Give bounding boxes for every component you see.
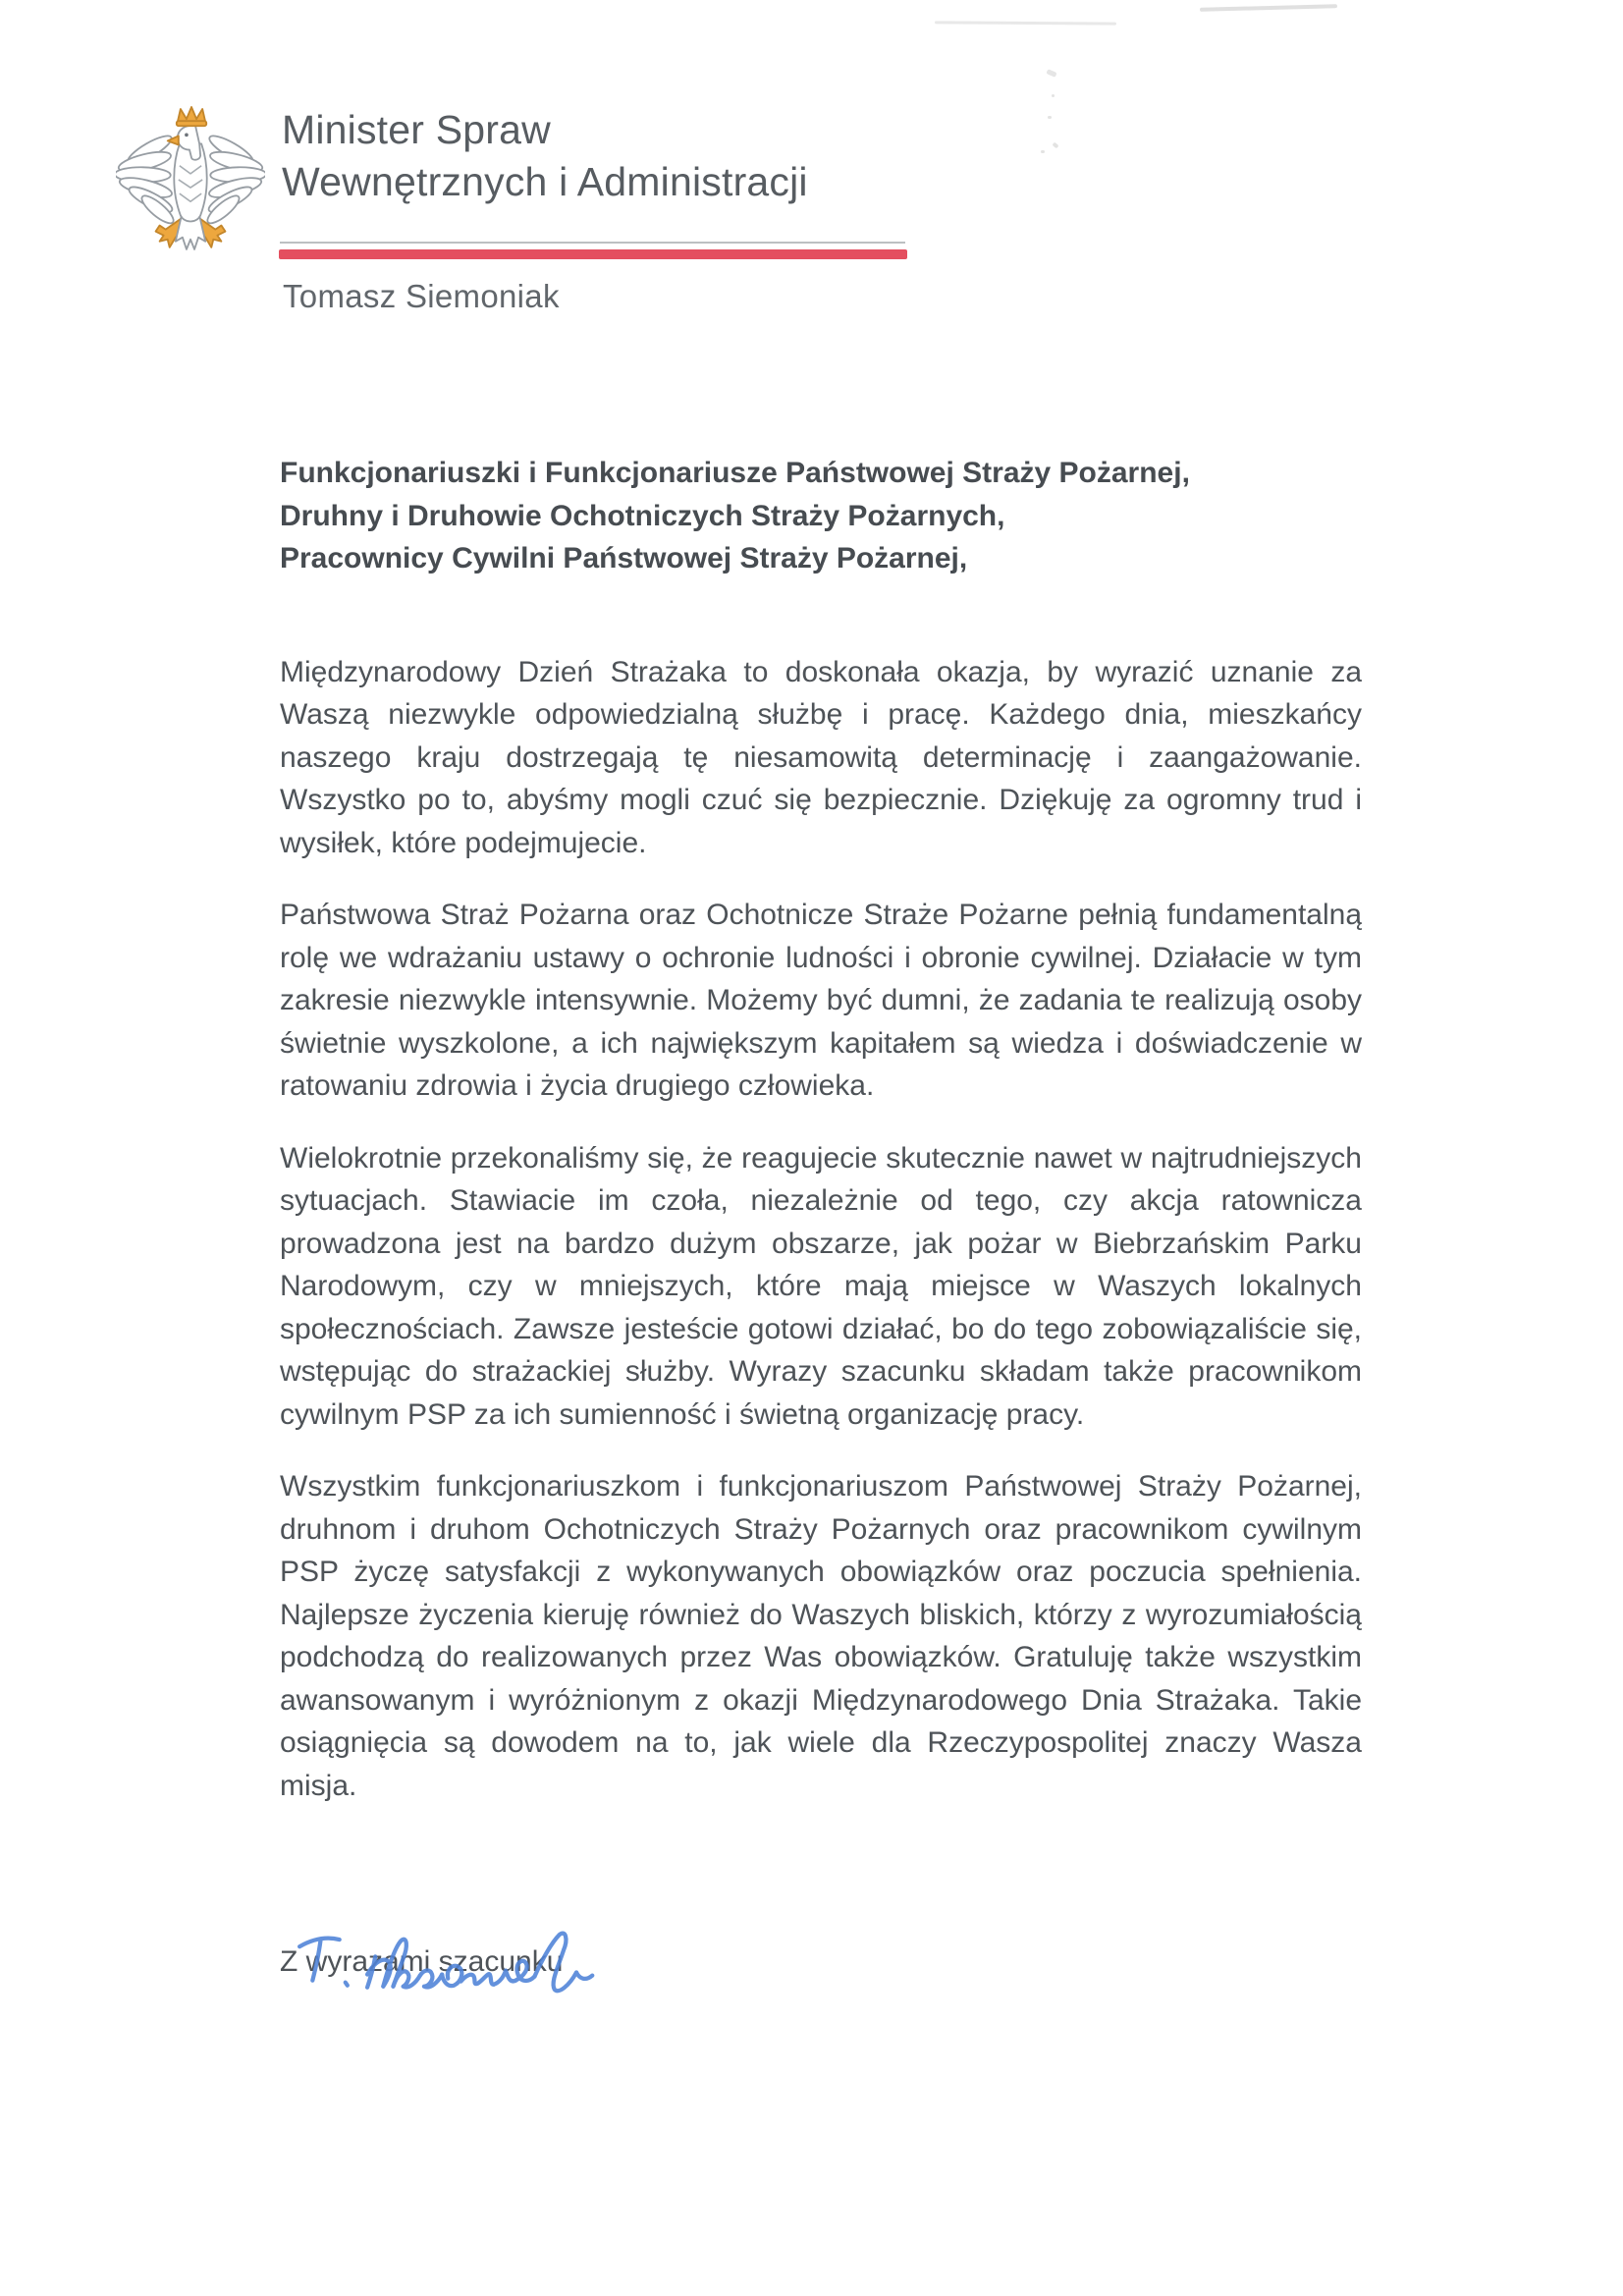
paragraph-4: Wszystkim funkcjonariuszkom i funkcjonariuszom Państwowej Straży Pożarnej, druhnom i druhom Ochotniczych Straży Pożarnych oraz pracownikom cywilnym PSP życzę satysfakcji z wykonywanych obowiązków oraz poczucia spełnienia. Najlepsze życzenia kieruję również do Waszych bliskich, którzy z wyrozumiałością podchodzą do realizowanych przez Was obowiązków. Gratuluję także wszystkim awansowanym i wyróżnionym z okazji Międzynarodowego Dnia Strażaka. Takie osiągnięcia są dowodem na to, jak wiele dla Rzeczypospolitej znaczy Wasza misja. [280,1470,1362,1802]
paragraph-2: Państwowa Straż Pożarna oraz Ochotnicze Straże Pożarne pełnią fundamentalną rolę we wdrażaniu ustawy o ochronie ludności i obronie cywilnej. Działacie w tym zakresie niezwykle intensywnie. Możemy być dumni, że zadania te realizują osoby świetnie wyszkolone, a ich największym kapitałem są wiedza i doświadczenie w ratowaniu zdrowia i życia drugiego człowieka. [280,899,1362,1102]
header-divider-thin [280,242,905,244]
scan-artifact [1200,4,1337,12]
ministry-title [282,104,969,208]
scan-artifact [1052,94,1055,97]
scan-artifact [1041,150,1045,153]
eagle-icon [116,101,265,266]
salutation-block [280,452,1362,580]
handwritten-signature [290,1915,643,2023]
scan-artifact [1048,116,1052,119]
ministry-title-line1: Minister Spraw [282,107,551,152]
paragraph-3: Wielokrotnie przekonaliśmy się, że reagujecie skutecznie nawet w najtrudniejszych sytuacjach. Stawiacie im czoła, niezależnie od tego, czy akcja ratownicza prowadzona jest na bardzo dużym obszarze, jak pożar w Biebrzańskim Parku Narodowym, czy w mniejszych, które mają miejsce w Waszych lokalnych społecznościach. Zawsze jesteście gotowi działać, bo do tego zobowiązaliście się, wstępując do strażackiej służby. Wyrazy szacunku składam także pracownikom cywilnym PSP za ich sumienność i świetną organizację pracy. [280,1141,1362,1431]
scan-artifact [1046,69,1056,78]
salutation-line: Pracownicy Cywilni Państwowej Straży Pożarnej, [280,542,968,574]
scan-artifact [1052,142,1058,149]
minister-name: Tomasz Siemoniak [283,278,560,314]
scan-artifact [935,21,1116,25]
salutation-line: Druhny i Druhowie Ochotniczych Straży Pożarnych, [280,499,1005,532]
ministry-title-line2: Wewnętrznych i Administracji [282,159,808,204]
salutation-line: Funkcjonariuszki i Funkcjonariusze Państwowej Straży Pożarnej, [280,457,1190,489]
signature-ink-icon [290,1915,643,2023]
closing-line: Z wyrazami szacunku [280,1945,564,1978]
letter-body [280,452,1362,1984]
header-divider-red [279,249,907,259]
paragraph-1: Międzynarodowy Dzień Strażaka to doskonała okazja, by wyrazić uznanie za Waszą niezwykle odpowiedzialną służbę i pracę. Każdego dnia, mieszkańcy naszego kraju dostrzegają tę niesamowitą determinację i zaangażowanie. Wszystko po to, abyśmy mogli czuć się bezpiecznie. Dziękuję za ogromny trud i wysiłek, które podejmujecie. [280,655,1362,859]
polish-eagle-emblem [116,101,265,266]
